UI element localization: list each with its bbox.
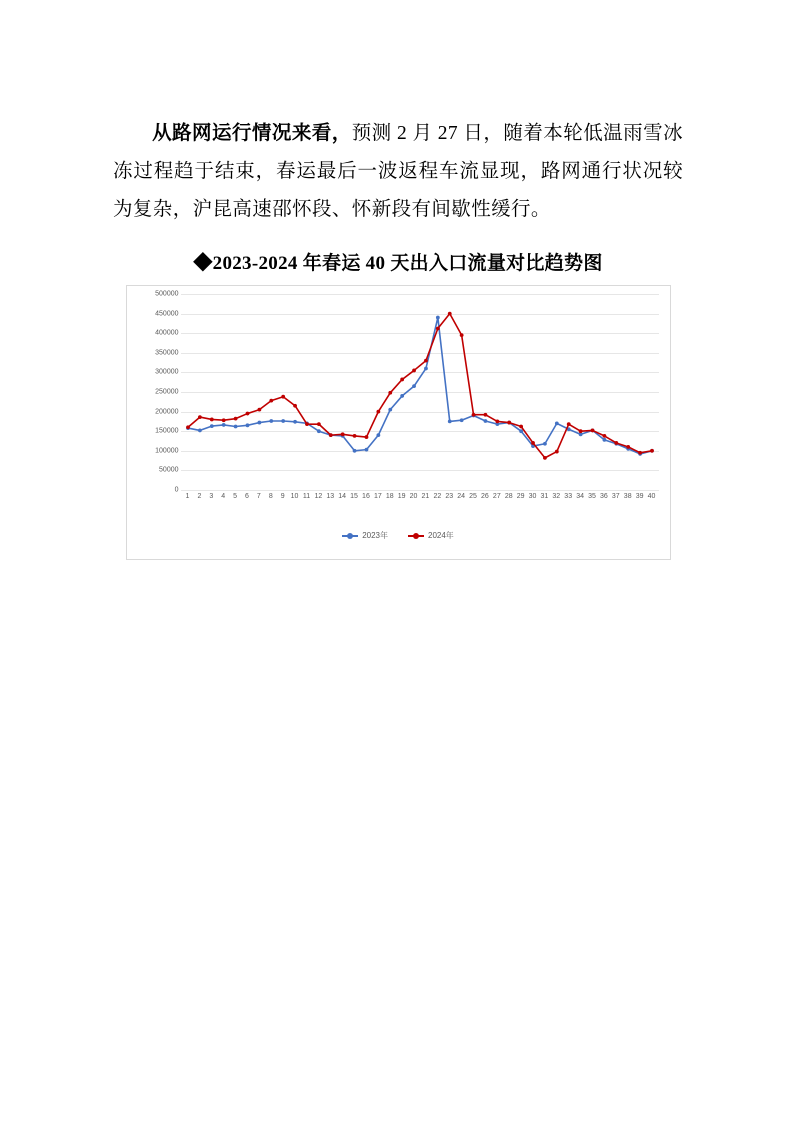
x-tick-label: 34 <box>576 493 585 500</box>
series-point <box>602 438 606 442</box>
series-point <box>197 415 201 419</box>
x-tick-label: 4 <box>221 493 226 500</box>
series-point <box>209 418 213 422</box>
x-tick-label: 14 <box>338 493 347 500</box>
series-point <box>554 421 558 425</box>
series-point <box>233 425 237 429</box>
series-point <box>364 448 368 452</box>
y-tick-label: 50000 <box>159 466 179 474</box>
series-point <box>554 450 558 454</box>
x-tick-label: 39 <box>635 493 644 500</box>
series-point <box>245 412 249 416</box>
series-point <box>221 418 225 422</box>
x-axis-labels <box>181 493 659 507</box>
chart-container <box>126 285 671 560</box>
series-point <box>281 395 285 399</box>
x-tick-label: 35 <box>588 493 596 500</box>
x-tick-label: 26 <box>481 493 489 500</box>
series-point <box>245 423 249 427</box>
series-point <box>519 425 523 429</box>
y-tick-label: 500000 <box>155 290 179 298</box>
y-tick-label: 350000 <box>155 349 179 357</box>
series-point <box>197 429 201 433</box>
body-paragraph <box>113 115 683 229</box>
y-tick-label: 250000 <box>155 388 179 396</box>
series-point <box>352 449 356 453</box>
series-point <box>424 367 428 371</box>
series-point <box>376 410 380 414</box>
series-point <box>352 434 356 438</box>
series-point <box>209 424 213 428</box>
series-point <box>281 419 285 423</box>
grid-line <box>181 490 659 491</box>
series-point <box>578 429 582 433</box>
x-tick-label: 6 <box>245 493 249 500</box>
x-tick-label: 10 <box>290 493 299 500</box>
x-tick-label: 1 <box>185 493 190 500</box>
x-tick-label: 27 <box>492 493 501 500</box>
series-point <box>233 417 237 421</box>
series-point <box>269 399 273 403</box>
x-tick-label: 18 <box>385 493 394 500</box>
y-tick-label: 450000 <box>155 310 179 318</box>
legend-item[interactable] <box>342 530 388 541</box>
x-tick-label: 40 <box>647 493 656 500</box>
series-point <box>364 435 368 439</box>
series-point <box>447 420 451 424</box>
series-point <box>590 429 594 433</box>
chart-caption: ◆2023-2024 年春运 40 天出入口流量对比趋势图 <box>193 253 603 274</box>
series-point <box>519 429 523 433</box>
x-tick-label: 12 <box>314 493 323 500</box>
series-point <box>316 429 320 433</box>
x-tick-label: 3 <box>209 493 214 500</box>
series-point <box>293 404 297 408</box>
series-point <box>531 441 535 445</box>
legend-swatch <box>342 535 358 537</box>
series-point <box>400 378 404 382</box>
x-tick-label: 2 <box>197 493 202 500</box>
x-tick-label: 24 <box>457 493 466 500</box>
x-tick-label: 17 <box>373 493 382 500</box>
y-axis-labels <box>133 290 179 494</box>
series-point <box>412 384 416 388</box>
x-tick-label: 11 <box>302 493 311 500</box>
x-tick-label: 20 <box>409 493 418 500</box>
series-point <box>257 421 261 425</box>
legend-item[interactable] <box>408 530 454 541</box>
series-point <box>483 419 487 423</box>
legend-label: 2024年 <box>428 531 454 540</box>
series-point <box>543 442 547 446</box>
x-tick-label: 7 <box>256 493 261 500</box>
series-point <box>305 422 309 426</box>
x-tick-label: 37 <box>611 493 620 500</box>
series-point <box>435 327 439 331</box>
x-tick-label: 23 <box>445 493 454 500</box>
legend-swatch <box>408 535 424 537</box>
x-tick-label: 8 <box>268 493 273 500</box>
x-tick-label: 31 <box>540 493 549 500</box>
series-point <box>316 422 320 426</box>
y-tick-label: 400000 <box>155 329 179 337</box>
series-point <box>471 413 475 417</box>
series-point <box>400 394 404 398</box>
series-point <box>376 433 380 437</box>
series-line <box>188 318 652 454</box>
series-point <box>626 445 630 449</box>
series-point <box>221 423 225 427</box>
x-tick-label: 33 <box>564 493 573 500</box>
x-tick-label: 16 <box>362 493 370 500</box>
chart-legend <box>127 530 670 541</box>
series-point <box>412 369 416 373</box>
series-point <box>186 425 190 429</box>
series-point <box>602 434 606 438</box>
y-tick-label: 200000 <box>155 408 179 416</box>
series-point <box>483 413 487 417</box>
series-point <box>566 422 570 426</box>
series-point <box>269 419 273 423</box>
line-chart-svg <box>181 294 659 490</box>
series-point <box>495 420 499 424</box>
y-tick-label: 100000 <box>155 447 179 455</box>
series-point <box>424 359 428 363</box>
x-tick-label: 36 <box>600 493 608 500</box>
chart-series-area <box>181 294 659 490</box>
series-point <box>328 433 332 437</box>
x-tick-label: 5 <box>233 493 238 500</box>
paragraph-text: 预测 2 月 27 日，随着本轮低温雨雪冰冻过程趋于结束，春运最后一波返程车流显现，路网通行状况较为复杂，沪昆高速邵怀段、怀新段有间歇性缓行。 <box>113 122 683 220</box>
x-tick-label: 29 <box>516 493 525 500</box>
legend-label: 2023年 <box>362 531 388 540</box>
x-tick-label: 25 <box>469 493 477 500</box>
x-tick-label: 19 <box>397 493 406 500</box>
series-point <box>388 408 392 412</box>
x-tick-label: 13 <box>326 493 335 500</box>
x-tick-label: 22 <box>433 493 442 500</box>
x-tick-label: 30 <box>528 493 537 500</box>
x-tick-label: 21 <box>421 493 430 500</box>
series-point <box>507 421 511 425</box>
series-point <box>650 449 654 453</box>
y-tick-label: 0 <box>174 486 179 494</box>
series-point <box>614 441 618 445</box>
document-content <box>113 95 683 560</box>
series-point <box>543 456 547 460</box>
series-point <box>388 391 392 395</box>
x-tick-label: 32 <box>552 493 561 500</box>
paragraph-lead-bold: 从路网运行情况来看， <box>152 122 352 144</box>
series-point <box>435 316 439 320</box>
series-point <box>293 420 297 424</box>
x-tick-label: 9 <box>280 493 285 500</box>
series-point <box>459 333 463 337</box>
series-point <box>257 408 261 412</box>
x-tick-label: 38 <box>623 493 632 500</box>
series-point <box>638 451 642 455</box>
y-tick-label: 150000 <box>155 427 179 435</box>
series-point <box>447 312 451 316</box>
series-line <box>188 314 652 458</box>
x-tick-label: 28 <box>504 493 513 500</box>
chart-plot-area <box>127 290 670 524</box>
x-tick-label: 15 <box>350 493 358 500</box>
series-point <box>340 432 344 436</box>
series-point <box>459 418 463 422</box>
y-tick-label: 300000 <box>155 368 179 376</box>
